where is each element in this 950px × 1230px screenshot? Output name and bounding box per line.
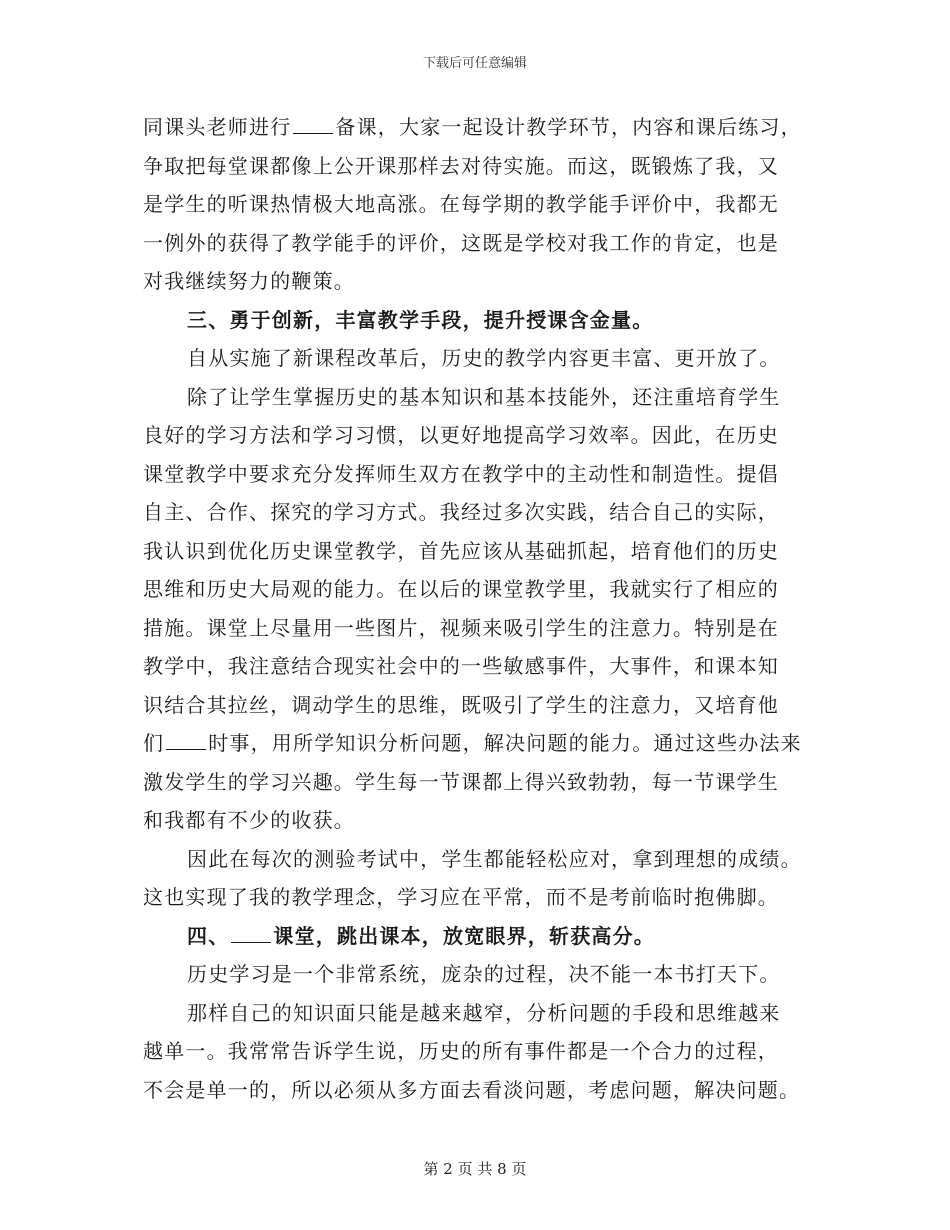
text-line: 这也实现了我的教学理念，学习应在平常，而不是考前临时抱佛脚。 [143, 885, 779, 909]
text-line: 是学生的听课热情极大地高涨。在每学期的教学能手评价中，我都无 [143, 192, 779, 216]
text-line: 自主、合作、探究的学习方式。我经过多次实践，结合自己的实际， [143, 500, 779, 524]
text-line: 我认识到优化历史课堂教学，首先应该从基础抓起，培育他们的历史 [143, 538, 779, 563]
paragraph-start: 因此在每次的测验考试中，学生都能轻松应对，拿到理想的成绩。 [187, 846, 802, 871]
fill-in-blank [231, 920, 271, 943]
text-line: 识结合其拉丝，调动学生的思维，既吸引了学生的注意力，又培育他 [143, 692, 779, 717]
text-line: 争取把每堂课都像上公开课那样去对待实施。而这，既锻炼了我，又 [143, 153, 779, 178]
section-heading-3: 三、勇于创新，丰富教学手段，提升授课含金量。 [187, 307, 654, 332]
text-line: 们 时事，用所学知识分析问题，解决问题的能力。通过这些办法来 [143, 724, 823, 763]
paragraph-start: 历史学习是一个非常系统，庞杂的过程，决不能一本书打天下。 [187, 962, 781, 986]
paragraph-start: 那样自己的知识面只能是越来越窄，分析问题的手段和思维越来 [187, 1000, 781, 1025]
document-body [143, 108, 823, 1109]
text-line: 一例外的获得了教学能手的评价，这既是学校对我工作的肯定，也是 [143, 230, 779, 255]
text-line: 思维和历史大局观的能力。在以后的课堂教学里，我就实行了相应的 [143, 577, 779, 601]
text-line: 课堂教学中要求充分发挥师生双方在教学中的主动性和制造性。提倡 [143, 461, 779, 486]
section-heading-4: 四、 课堂，跳出课本，放宽眼界，斩获高分。 [143, 917, 823, 956]
text-line: 激发学生的学习兴趣。学生每一节课都上得兴致勃勃，每一节课学生 [143, 769, 779, 794]
text-line: 越单一。我常常告诉学生说，历史的所有事件都是一个合力的过程， [143, 1039, 779, 1063]
paragraph-start: 除了让学生掌握历史的基本知识和基本技能外，还注重培育学生 [187, 384, 781, 409]
page-header: 下载后可任意编辑 [422, 56, 527, 71]
text-line: 对我继续努力的鞭策。 [143, 269, 355, 293]
page-footer: 第 2 页 共 8 页 [423, 1160, 527, 1178]
text-line: 良好的学习方法和学习习惯，以更好地提高学习效率。因此，在历史 [143, 423, 779, 447]
text-line: 和我都有不少的收获。 [143, 808, 355, 832]
fill-in-blank [293, 111, 333, 134]
paragraph-start: 自从实施了新课程改革后，历史的教学内容更丰富、更开放了。 [187, 346, 781, 370]
text-line: 不会是单一的，所以必须从多方面去看淡问题，考虑问题，解决问题。 [143, 1077, 801, 1102]
text-line: 措施。课堂上尽量用一些图片，视频来吸引学生的注意力。特别是在 [143, 615, 779, 640]
text-line: 教学中，我注意结合现实社会中的一些敏感事件，大事件，和课本知 [143, 654, 779, 678]
fill-in-blank [166, 727, 206, 750]
text-line: 同课头老师进行 备课，大家一起设计教学环节，内容和课后练习， [143, 108, 823, 147]
